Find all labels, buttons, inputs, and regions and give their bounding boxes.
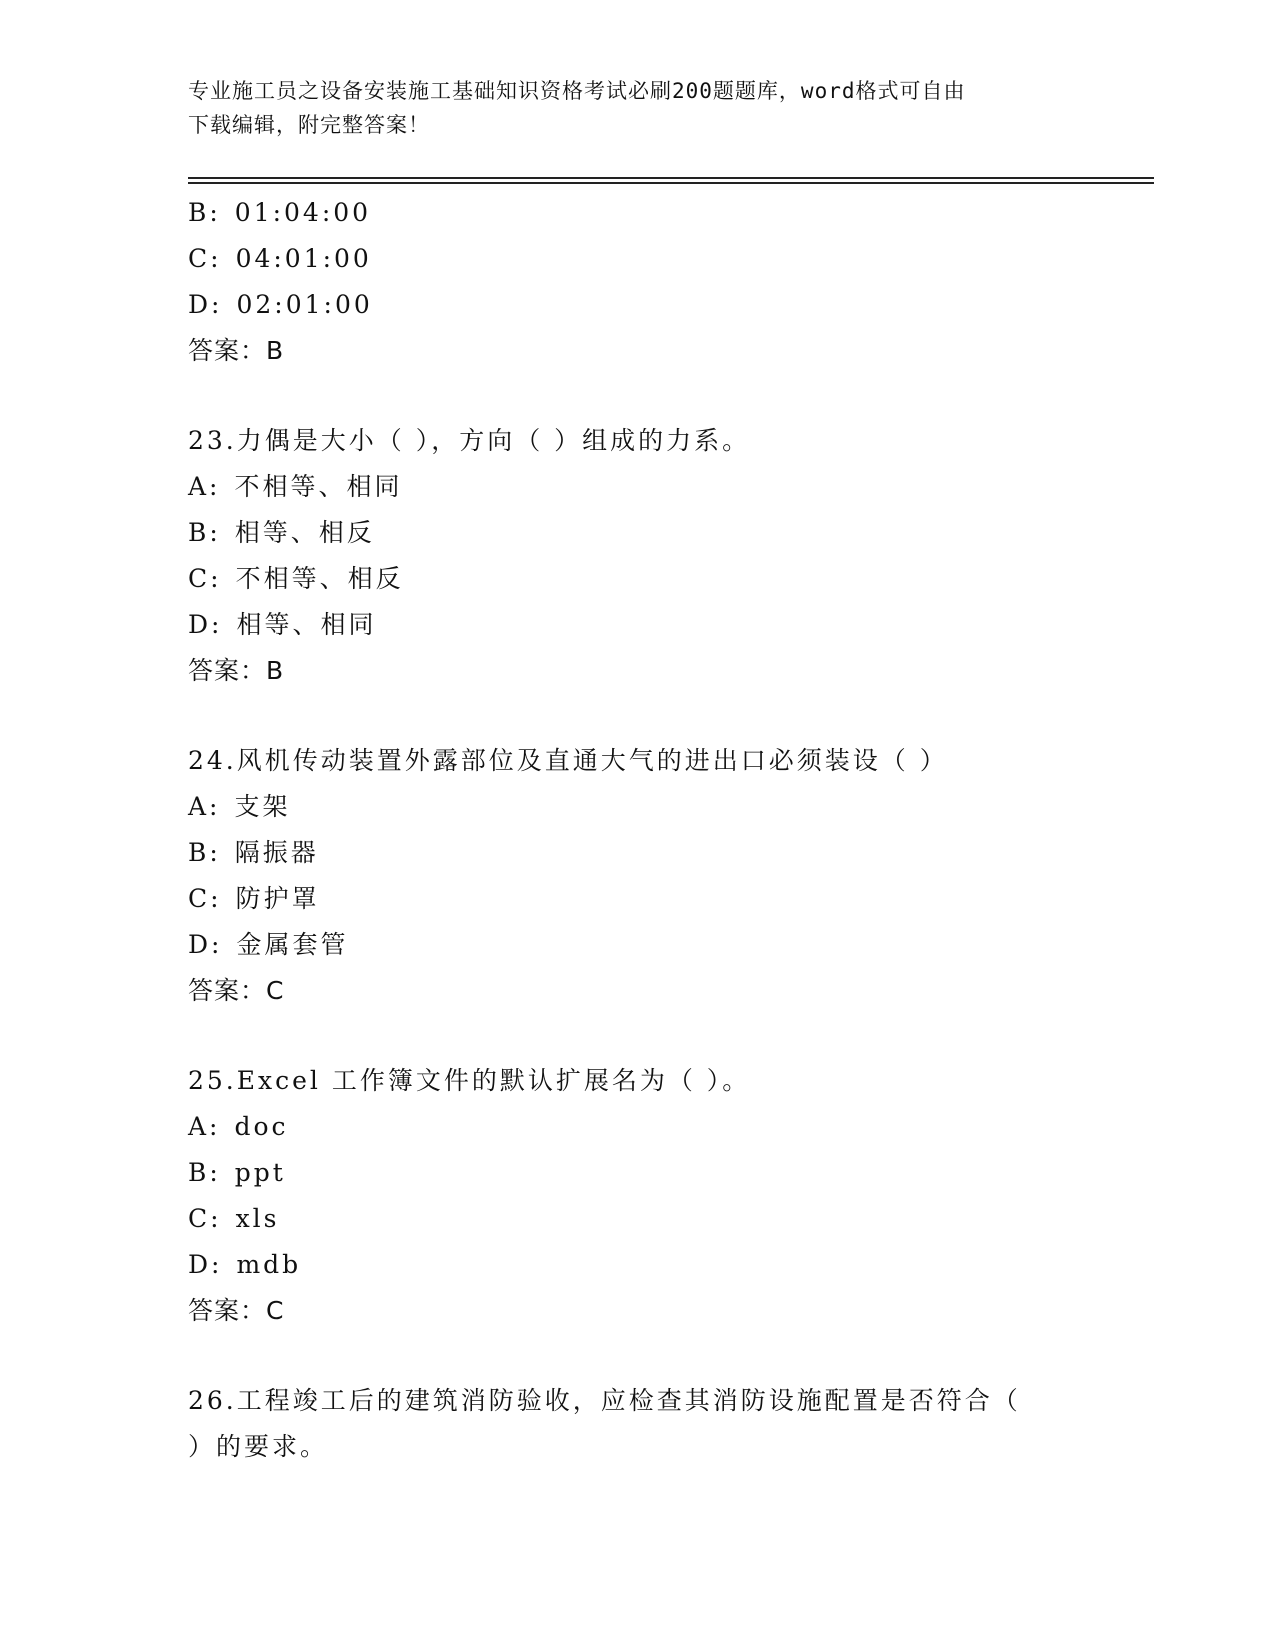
- question-text: 25.Excel 工作簿文件的默认扩展名为（ ）。: [188, 1066, 751, 1095]
- option-d: [188, 922, 1154, 968]
- option-d: [188, 1242, 1154, 1288]
- option-b: [188, 190, 1154, 236]
- answer-text: 答案：B: [188, 336, 285, 365]
- question-25: [188, 1058, 1154, 1334]
- spacer: [188, 1014, 1154, 1058]
- option-d: [188, 602, 1154, 648]
- header-title-line-1: 专业施工员之设备安装施工基础知识资格考试必刷200题题库，word格式可自由: [188, 79, 966, 103]
- option-letter: B:: [188, 838, 221, 867]
- question-text: 24.风机传动装置外露部位及直通大气的进出口必须装设（ ）: [188, 746, 948, 775]
- option-letter: C:: [188, 564, 222, 593]
- answer-text: 答案：B: [188, 656, 285, 685]
- option-text: 相等、相反: [234, 518, 375, 547]
- option-text: 不相等、相反: [235, 564, 404, 593]
- option-c: [188, 236, 1154, 282]
- option-letter: D:: [188, 610, 223, 639]
- option-letter: D:: [188, 290, 223, 319]
- question-22: [188, 190, 1154, 374]
- option-b: [188, 830, 1154, 876]
- question-24: [188, 738, 1154, 1014]
- option-text: ppt: [234, 1158, 286, 1187]
- option-text: 01:04:00: [234, 198, 372, 227]
- option-c: [188, 556, 1154, 602]
- option-text: 支架: [234, 792, 291, 821]
- option-text: 隔振器: [234, 838, 319, 867]
- option-b: [188, 1150, 1154, 1196]
- option-text: 不相等、相同: [234, 472, 403, 501]
- option-text: 相等、相同: [236, 610, 377, 639]
- spacer: [188, 1334, 1154, 1378]
- option-a: [188, 464, 1154, 510]
- question-text-line-1: 26.工程竣工后的建筑消防验收，应检查其消防设施配置是否符合（: [188, 1386, 1021, 1415]
- answer-text: 答案：C: [188, 1296, 285, 1325]
- option-text: mdb: [236, 1250, 302, 1279]
- spacer: [188, 694, 1154, 738]
- option-letter: A:: [188, 792, 221, 821]
- option-letter: A:: [188, 472, 221, 501]
- option-a: [188, 1104, 1154, 1150]
- answer-text: 答案：C: [188, 976, 285, 1005]
- spacer: [188, 374, 1154, 418]
- question-text: 23.力偶是大小（ ），方向（ ）组成的力系。: [188, 426, 751, 455]
- option-a: [188, 784, 1154, 830]
- option-text: doc: [234, 1112, 289, 1141]
- option-text: 金属套管: [236, 930, 349, 959]
- option-letter: C:: [188, 884, 222, 913]
- question-23: [188, 418, 1154, 694]
- option-letter: C:: [188, 244, 222, 273]
- option-text: 防护罩: [235, 884, 320, 913]
- option-letter: A:: [188, 1112, 221, 1141]
- option-letter: D:: [188, 1250, 223, 1279]
- header-divider-bottom: [188, 182, 1154, 184]
- option-c: [188, 1196, 1154, 1242]
- option-letter: B:: [188, 518, 221, 547]
- option-letter: D:: [188, 930, 223, 959]
- header-divider-top: [188, 177, 1154, 179]
- option-text: xls: [235, 1204, 280, 1233]
- option-text: 04:01:00: [235, 244, 372, 273]
- option-letter: B:: [188, 1158, 221, 1187]
- option-letter: B:: [188, 198, 221, 227]
- option-text: 02:01:00: [236, 290, 373, 319]
- option-c: [188, 876, 1154, 922]
- option-b: [188, 510, 1154, 556]
- question-list: [188, 190, 1154, 1470]
- question-26: [188, 1378, 1154, 1470]
- option-letter: C:: [188, 1204, 222, 1233]
- question-text-line-2: ）的要求。: [188, 1432, 329, 1461]
- header-title-line-2: 下载编辑，附完整答案！: [188, 113, 430, 137]
- option-d: [188, 282, 1154, 328]
- document-header: [188, 74, 1068, 142]
